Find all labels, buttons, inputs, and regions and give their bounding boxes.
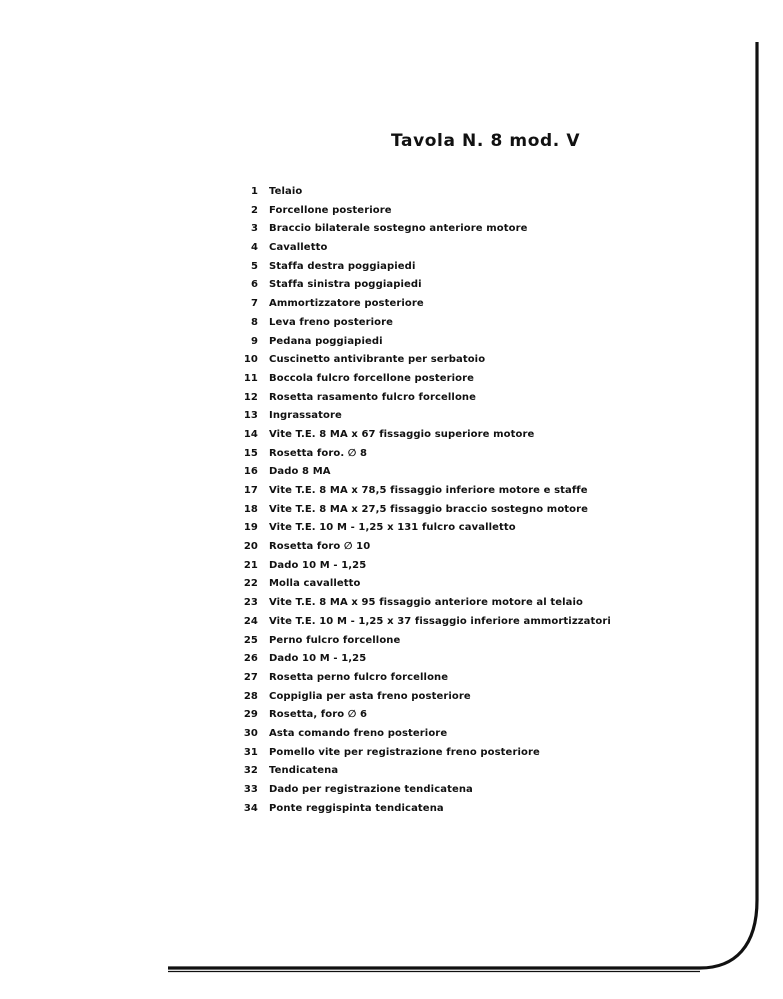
part-description: Rosetta foro ∅ 10	[269, 541, 371, 553]
list-item	[230, 202, 611, 221]
part-description: Leva freno posteriore	[269, 316, 394, 328]
list-item	[230, 725, 611, 744]
part-number: 10	[243, 354, 258, 366]
part-description: Dado per registrazione tendicatena	[269, 784, 473, 795]
list-item	[230, 389, 611, 408]
part-description: Vite T.E. 8 MA x 95 fissaggio anteriore motore al telaio	[269, 597, 583, 609]
list-item	[230, 445, 611, 464]
part-number: 28	[243, 690, 258, 702]
part-description: Forcellone posteriore	[269, 204, 392, 216]
part-number: 32	[243, 765, 258, 777]
part-description: Boccola fulcro forcellone posteriore	[269, 372, 475, 384]
part-number: 12	[243, 391, 258, 403]
part-number: 19	[243, 522, 258, 534]
part-number: 2	[250, 204, 258, 216]
part-description: Rosetta, foro ∅ 6	[269, 709, 368, 721]
part-description: Vite T.E. 10 M - 1,25 x 131 fulcro cavalletto	[269, 522, 516, 534]
parts-list	[230, 183, 611, 818]
list-item	[230, 538, 611, 557]
part-number: 20	[243, 541, 258, 553]
list-item	[230, 314, 611, 333]
list-item	[230, 258, 611, 277]
list-item	[230, 575, 611, 594]
part-description: Vite T.E. 8 MA x 67 fissaggio superiore motore	[269, 428, 535, 440]
list-item	[230, 557, 611, 576]
part-description: Cavalletto	[269, 242, 328, 254]
page-title: Tavola N. 8 mod. V	[391, 131, 581, 151]
part-number: 22	[243, 578, 258, 590]
part-description: Rosetta foro. ∅ 8	[269, 447, 368, 459]
part-description: Asta comando freno posteriore	[269, 727, 448, 739]
list-item	[230, 333, 611, 352]
part-number: 4	[250, 242, 258, 254]
part-description: Dado 10 M - 1,25	[269, 559, 367, 571]
list-item	[230, 183, 611, 202]
part-description: Vite T.E. 8 MA x 78,5 fissaggio inferiore motore e staffe	[269, 485, 588, 496]
list-item	[230, 800, 611, 819]
list-item	[230, 501, 611, 520]
list-item	[230, 706, 611, 725]
part-description: Perno fulcro forcellone	[269, 634, 401, 646]
part-number: 17	[243, 485, 258, 496]
part-number: 33	[243, 784, 258, 795]
part-number: 34	[243, 802, 258, 814]
part-description: Ammortizzatore posteriore	[269, 298, 424, 310]
part-description: Pedana poggiapiedi	[269, 335, 383, 347]
list-item	[230, 370, 611, 389]
part-number: 14	[243, 428, 258, 440]
part-number: 7	[250, 298, 258, 310]
part-description: Dado 8 MA	[269, 466, 331, 478]
list-item	[230, 426, 611, 445]
list-item	[230, 295, 611, 314]
part-number: 8	[250, 316, 258, 328]
list-item	[230, 482, 611, 501]
part-number: 16	[243, 466, 258, 478]
part-number: 11	[243, 372, 258, 384]
list-item	[230, 407, 611, 426]
part-number: 29	[243, 709, 258, 721]
list-item	[230, 650, 611, 669]
part-description: Tendicatena	[269, 765, 339, 777]
part-number: 21	[243, 559, 258, 571]
part-description: Braccio bilaterale sostegno anteriore motore	[269, 223, 528, 235]
list-item	[230, 781, 611, 800]
part-number: 27	[243, 671, 258, 683]
list-item	[230, 744, 611, 763]
part-description: Telaio	[269, 186, 303, 197]
part-number: 30	[243, 727, 258, 739]
list-item	[230, 351, 611, 370]
part-number: 15	[243, 447, 258, 459]
list-item	[230, 463, 611, 482]
part-description: Vite T.E. 8 MA x 27,5 fissaggio braccio sostegno motore	[269, 503, 589, 515]
part-number: 13	[243, 410, 258, 422]
list-item	[230, 239, 611, 258]
part-number: 5	[250, 260, 258, 272]
part-description: Staffa sinistra poggiapiedi	[269, 279, 422, 291]
list-item	[230, 276, 611, 295]
part-description: Cuscinetto antivibrante per serbatoio	[269, 354, 486, 366]
list-item	[230, 688, 611, 707]
list-item	[230, 613, 611, 632]
part-description: Ingrassatore	[269, 410, 342, 422]
part-description: Dado 10 M - 1,25	[269, 653, 367, 665]
part-number: 1	[250, 186, 258, 197]
part-number: 23	[243, 597, 258, 609]
list-item	[230, 762, 611, 781]
part-number: 3	[250, 223, 258, 235]
part-description: Coppiglia per asta freno posteriore	[269, 690, 471, 702]
part-description: Rosetta rasamento fulcro forcellone	[269, 391, 477, 403]
part-description: Vite T.E. 10 M - 1,25 x 37 fissaggio inferiore ammortizzatori	[269, 615, 611, 627]
part-description: Ponte reggispinta tendicatena	[269, 802, 444, 814]
part-number: 24	[243, 615, 258, 627]
part-description: Pomello vite per registrazione freno posteriore	[269, 746, 540, 758]
part-number: 18	[243, 503, 258, 515]
list-item	[230, 669, 611, 688]
part-number: 26	[243, 653, 258, 665]
list-item	[230, 632, 611, 651]
part-number: 31	[243, 746, 258, 758]
part-number: 25	[243, 634, 258, 646]
list-item	[230, 519, 611, 538]
part-number: 6	[250, 279, 258, 291]
part-description: Molla cavalletto	[269, 578, 361, 590]
list-item	[230, 220, 611, 239]
part-number: 9	[250, 335, 258, 347]
part-description: Staffa destra poggiapiedi	[269, 260, 416, 272]
part-description: Rosetta perno fulcro forcellone	[269, 671, 449, 683]
list-item	[230, 594, 611, 613]
